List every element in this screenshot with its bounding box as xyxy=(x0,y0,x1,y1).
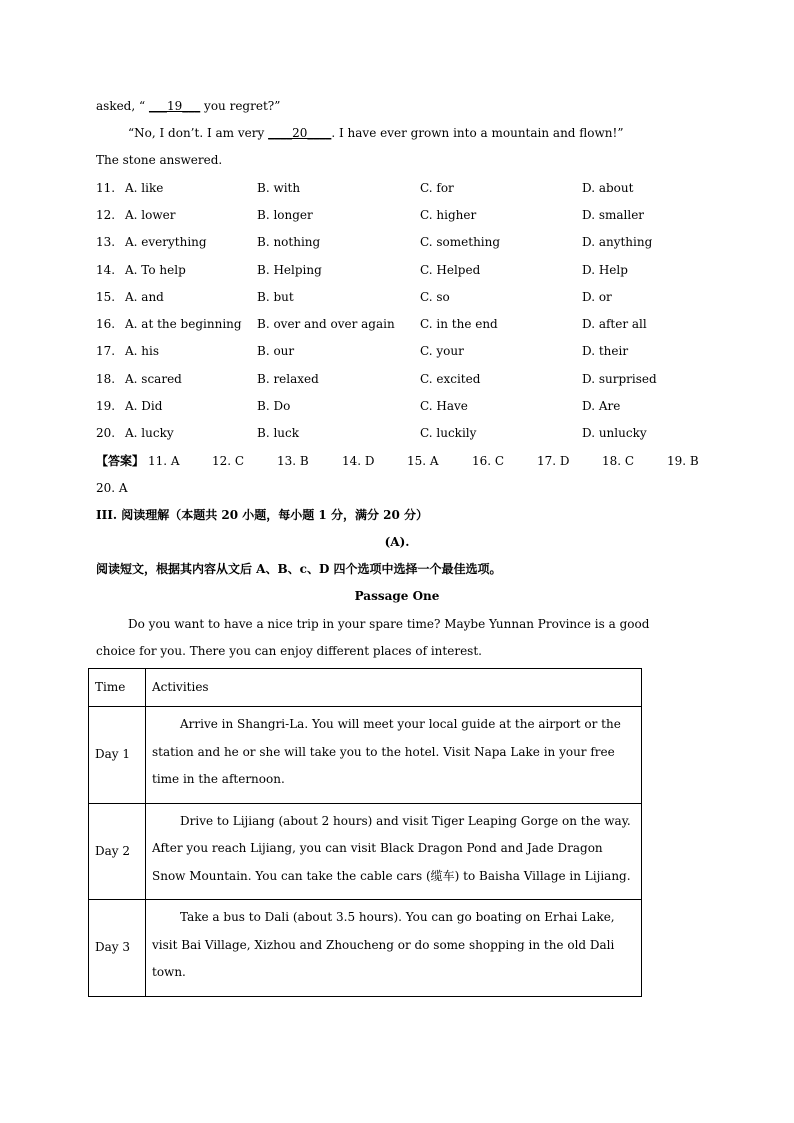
question-row xyxy=(96,316,716,332)
option-b: B. longer xyxy=(257,208,313,222)
table-row xyxy=(89,900,642,997)
story-line-3: The stone answered. xyxy=(96,153,223,167)
story-line-1 xyxy=(96,98,280,114)
option-a: A. lower xyxy=(125,208,176,222)
option-d: D. anything xyxy=(582,235,653,249)
option-b: B. luck xyxy=(257,426,300,440)
question-row xyxy=(96,180,716,196)
question-number: 16. xyxy=(96,317,116,331)
day-cell: Day 2 xyxy=(89,803,146,900)
answer-item: 18. C xyxy=(602,454,635,468)
answer-key-line-1 xyxy=(96,453,716,480)
answer-key-label: 【答案】 xyxy=(96,454,145,468)
answer-item: 17. D xyxy=(537,454,570,468)
question-number: 18. xyxy=(96,372,116,386)
question-number: 20. xyxy=(96,426,116,440)
question-row xyxy=(96,207,716,223)
option-a: A. scared xyxy=(125,372,182,386)
header-time: Time xyxy=(89,669,146,707)
answer-item: 19. B xyxy=(667,454,699,468)
option-a: A. lucky xyxy=(125,426,174,440)
option-a: A. his xyxy=(125,344,160,358)
option-c: C. higher xyxy=(420,208,477,222)
option-d: D. unlucky xyxy=(582,426,647,440)
table-header-row xyxy=(89,669,642,707)
option-c: C. so xyxy=(420,290,450,304)
answer-item: 11. A xyxy=(148,454,180,468)
question-row xyxy=(96,371,716,387)
option-b: B. with xyxy=(257,181,301,195)
option-c: C. something xyxy=(420,235,501,249)
reading-instruction: 阅读短文，根据其内容从文后 A、B、c、D 四个选项中选择一个最佳选项。 xyxy=(96,562,502,576)
option-c: C. in the end xyxy=(420,317,498,331)
story-line-2 xyxy=(128,125,623,141)
activities-cell: Take a bus to Dali (about 3.5 hours). You can go boating on Erhai Lake, visit Bai Village, Xizhou and Zhoucheng or do some shopping in the old Dali town. xyxy=(146,900,642,997)
part-label: (A). xyxy=(384,535,410,549)
question-row xyxy=(96,289,716,305)
blank-19: ___19___ xyxy=(148,99,201,113)
option-b: B. Helping xyxy=(257,263,322,277)
question-number: 14. xyxy=(96,263,116,277)
activities-cell: Arrive in Shangri-La. You will meet your local guide at the airport or the station and he or she will take you to the hotel. Visit Napa Lake in your free time in the afternoon. xyxy=(146,707,642,804)
option-b: B. our xyxy=(257,344,295,358)
itinerary-table xyxy=(88,668,642,997)
option-c: C. excited xyxy=(420,372,481,386)
header-activities: Activities xyxy=(146,669,642,707)
passage-intro-line-1: Do you want to have a nice trip in your spare time? Maybe Yunnan Province is a good xyxy=(128,617,650,631)
table-row xyxy=(89,707,642,804)
answer-key xyxy=(96,453,716,496)
question-row xyxy=(96,343,716,359)
option-d: D. Help xyxy=(582,263,628,277)
answer-item: 13. B xyxy=(277,454,309,468)
answer-item: 12. C xyxy=(212,454,245,468)
question-number: 11. xyxy=(96,181,116,195)
option-a: A. Did xyxy=(125,399,163,413)
day-cell: Day 3 xyxy=(89,900,146,997)
option-c: C. luckily xyxy=(420,426,477,440)
option-d: D. their xyxy=(582,344,629,358)
option-b: B. relaxed xyxy=(257,372,319,386)
option-d: D. surprised xyxy=(582,372,657,386)
option-c: C. for xyxy=(420,181,454,195)
question-number: 17. xyxy=(96,344,116,358)
table-row xyxy=(89,803,642,900)
question-number: 13. xyxy=(96,235,116,249)
activities-cell: Drive to Lijiang (about 2 hours) and visit Tiger Leaping Gorge on the way. After you reach Lijiang, you can visit Black Dragon Pond and Jade Dragon Snow Mountain. You can take the cable cars (缆车) to Baisha Village in Lijiang. xyxy=(146,803,642,900)
story-line-1-suffix: you regret?” xyxy=(200,99,281,113)
question-number: 19. xyxy=(96,399,116,413)
option-d: D. or xyxy=(582,290,612,304)
answer-item: 20. A xyxy=(96,481,128,495)
question-number: 15. xyxy=(96,290,116,304)
option-d: D. smaller xyxy=(582,208,645,222)
option-a: A. To help xyxy=(125,263,186,277)
option-d: D. after all xyxy=(582,317,647,331)
passage-intro-line-2: choice for you. There you can enjoy different places of interest. xyxy=(96,644,482,658)
option-d: D. Are xyxy=(582,399,621,413)
question-number: 12. xyxy=(96,208,116,222)
option-c: C. your xyxy=(420,344,464,358)
option-a: A. like xyxy=(125,181,164,195)
option-c: C. Helped xyxy=(420,263,481,277)
option-a: A. at the beginning xyxy=(125,317,242,331)
option-b: B. but xyxy=(257,290,294,304)
passage-title: Passage One xyxy=(354,589,440,603)
answer-item: 16. C xyxy=(472,454,505,468)
option-d: D. about xyxy=(582,181,634,195)
blank-20: ____20____ xyxy=(268,126,332,140)
story-line-2-prefix: “No, I don’t. I am very xyxy=(128,126,269,140)
answer-item: 15. A xyxy=(407,454,439,468)
option-c: C. Have xyxy=(420,399,468,413)
option-a: A. everything xyxy=(125,235,207,249)
question-row xyxy=(96,425,716,441)
day-cell: Day 1 xyxy=(89,707,146,804)
answer-item: 14. D xyxy=(342,454,375,468)
option-b: B. nothing xyxy=(257,235,321,249)
question-row xyxy=(96,262,716,278)
option-b: B. over and over again xyxy=(257,317,395,331)
option-b: B. Do xyxy=(257,399,291,413)
question-row xyxy=(96,398,716,414)
story-line-1-prefix: asked, “ xyxy=(96,99,149,113)
story-line-2-suffix: . I have ever grown into a mountain and flown!” xyxy=(331,126,624,140)
question-row xyxy=(96,234,716,250)
section-title: III. 阅读理解（本题共 20 小题，每小题 1 分，满分 20 分） xyxy=(96,508,429,522)
option-a: A. and xyxy=(125,290,164,304)
